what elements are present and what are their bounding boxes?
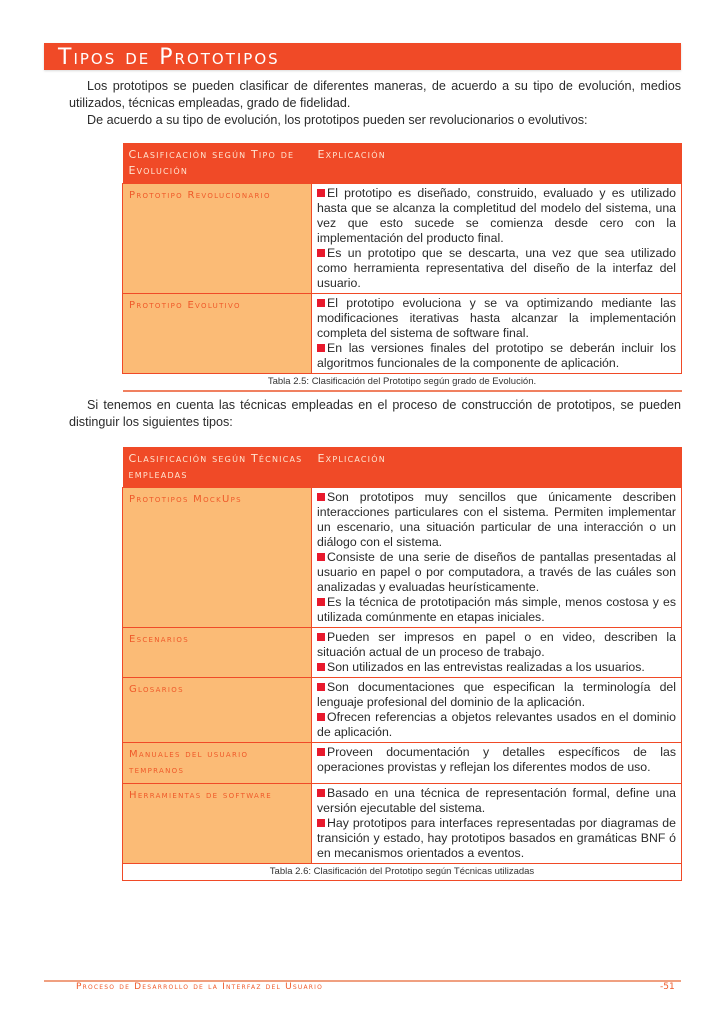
intro-text-2: De acuerdo a su tipo de evolución, los prototipos pueden ser revolucionarios o evolutivos: <box>87 113 588 127</box>
explanation-item <box>317 246 676 291</box>
row-explanation <box>312 488 682 628</box>
square-bullet-icon <box>317 249 325 257</box>
square-bullet-icon <box>317 598 325 606</box>
square-bullet-icon <box>317 553 325 561</box>
row-category: Herramientas de software <box>123 784 312 864</box>
page-number: -51 <box>660 982 675 992</box>
header-classification: Clasificación según Técnicas empleadas <box>123 447 312 488</box>
table-row <box>123 184 682 294</box>
square-bullet-icon <box>317 633 325 641</box>
square-bullet-icon <box>317 189 325 197</box>
explanation-text: Son utilizados en las entrevistas realizadas a los usuarios. <box>327 660 645 674</box>
explanation-text: Pueden ser impresos en papel o en video, describen la situación actual de un proceso de trabajo. <box>317 630 676 659</box>
explanation-item <box>317 550 676 595</box>
table-row <box>123 784 682 864</box>
row-explanation <box>312 628 682 678</box>
table-caption-row <box>123 374 682 392</box>
table-evolution <box>122 143 682 392</box>
explanation-text: Proveen documentación y detalles específicos de las operaciones provistas y reflejan los diferentes modos de uso. <box>317 745 676 774</box>
explanation-text: Son documentaciones que especifican la terminología del lenguaje profesional del dominio de la aplicación. <box>317 680 676 709</box>
table-header-row <box>123 447 682 488</box>
table-row <box>123 628 682 678</box>
explanation-text: Basado en una técnica de representación formal, define una versión ejecutable del sistema. <box>317 786 676 815</box>
middle-text: Si tenemos en cuenta las técnicas empleadas en el proceso de construcción de prototipos, se pueden distinguir los siguientes tipos: <box>69 398 681 429</box>
square-bullet-icon <box>317 683 325 691</box>
table-body <box>123 488 682 864</box>
section-title-bar <box>44 43 681 70</box>
header-explanation: Explicación <box>312 447 682 488</box>
row-category: Escenarios <box>123 628 312 678</box>
row-explanation <box>312 743 682 784</box>
section-title: Tipos de Prototipos <box>58 45 280 70</box>
table-row <box>123 743 682 784</box>
footer-title: Proceso de Desarrollo de la Interfaz del Usuario <box>76 982 324 992</box>
explanation-item <box>317 595 676 625</box>
explanation-item <box>317 490 676 550</box>
square-bullet-icon <box>317 299 325 307</box>
row-explanation <box>312 294 682 374</box>
explanation-text: El prototipo evoluciona y se va optimizando mediante las modificaciones iterativas hasta alcanzar la implementación completa del sistema de software final. <box>317 296 676 340</box>
row-category: Prototipo Revolucionario <box>123 184 312 294</box>
explanation-item <box>317 630 676 660</box>
table-caption: Tabla 2.6: Clasificación del Prototipo según Técnicas utilizadas <box>123 864 682 881</box>
middle-paragraph <box>69 397 681 431</box>
header-explanation: Explicación <box>312 143 682 184</box>
explanation-item <box>317 816 676 861</box>
square-bullet-icon <box>317 344 325 352</box>
square-bullet-icon <box>317 819 325 827</box>
square-bullet-icon <box>317 663 325 671</box>
square-bullet-icon <box>317 748 325 756</box>
explanation-item <box>317 341 676 371</box>
square-bullet-icon <box>317 493 325 501</box>
table-techniques <box>122 447 682 881</box>
explanation-item <box>317 186 676 246</box>
explanation-text: El prototipo es diseñado, construido, evaluado y es utilizado hasta que se alcanza la completitud del modelo del sistema, una vez que esto sucede se comienza desde cero con la implementación del producto final. <box>317 186 676 245</box>
explanation-text: En las versiones finales del prototipo se deberán incluir los algoritmos funcionales de la componente de aplicación. <box>317 341 676 370</box>
explanation-text: Son prototipos muy sencillos que únicamente describen interacciones particulares con el sistema. Permiten implementar un escenario, una situación particular de una interacción o un diálogo con el sistema. <box>317 490 676 549</box>
explanation-item <box>317 680 676 710</box>
table-caption: Tabla 2.5: Clasificación del Prototipo según grado de Evolución. <box>123 374 682 392</box>
explanation-item <box>317 710 676 740</box>
table-row <box>123 294 682 374</box>
explanation-text: Es un prototipo que se descarta, una vez que sea utilizado como herramienta representativa del diseño de la interfaz del usuario. <box>317 246 676 290</box>
row-explanation <box>312 784 682 864</box>
row-category: Manuales del usuario tempranos <box>123 743 312 784</box>
table-header-row <box>123 143 682 184</box>
explanation-item <box>317 296 676 341</box>
table-body <box>123 184 682 374</box>
explanation-item <box>317 786 676 816</box>
row-category: Prototipo Evolutivo <box>123 294 312 374</box>
row-explanation <box>312 184 682 294</box>
table-row <box>123 678 682 743</box>
square-bullet-icon <box>317 713 325 721</box>
explanation-text: Hay prototipos para interfaces representadas por diagramas de transición y estado, hay prototipos basados en gramáticas BNF ó en mecanismos orientados a eventos. <box>317 816 676 860</box>
row-category: Prototipos MockUps <box>123 488 312 628</box>
explanation-text: Es la técnica de prototipación más simple, menos costosa y es utilizada comúnmente en etapas iniciales. <box>317 595 676 624</box>
explanation-text: Consiste de una serie de diseños de pantallas presentadas al usuario en papel o por computadora, a través de las cuáles son analizadas y evaluadas heurísticamente. <box>317 550 676 594</box>
intro-paragraph-1 <box>69 78 681 112</box>
intro-text-1: Los prototipos se pueden clasificar de diferentes maneras, de acuerdo a su tipo de evolución, medios utilizados, técnicas empleadas, grado de fidelidad. <box>69 79 681 110</box>
row-category: Glosarios <box>123 678 312 743</box>
explanation-item <box>317 745 676 775</box>
explanation-item <box>317 660 676 675</box>
table-caption-row <box>123 864 682 881</box>
square-bullet-icon <box>317 789 325 797</box>
explanation-text: Ofrecen referencias a objetos relevantes usados en el dominio de aplicación. <box>317 710 676 739</box>
row-explanation <box>312 678 682 743</box>
table-row <box>123 488 682 628</box>
intro-paragraph-2 <box>69 112 681 129</box>
header-classification: Clasificación según Tipo de Evolución <box>123 143 312 184</box>
